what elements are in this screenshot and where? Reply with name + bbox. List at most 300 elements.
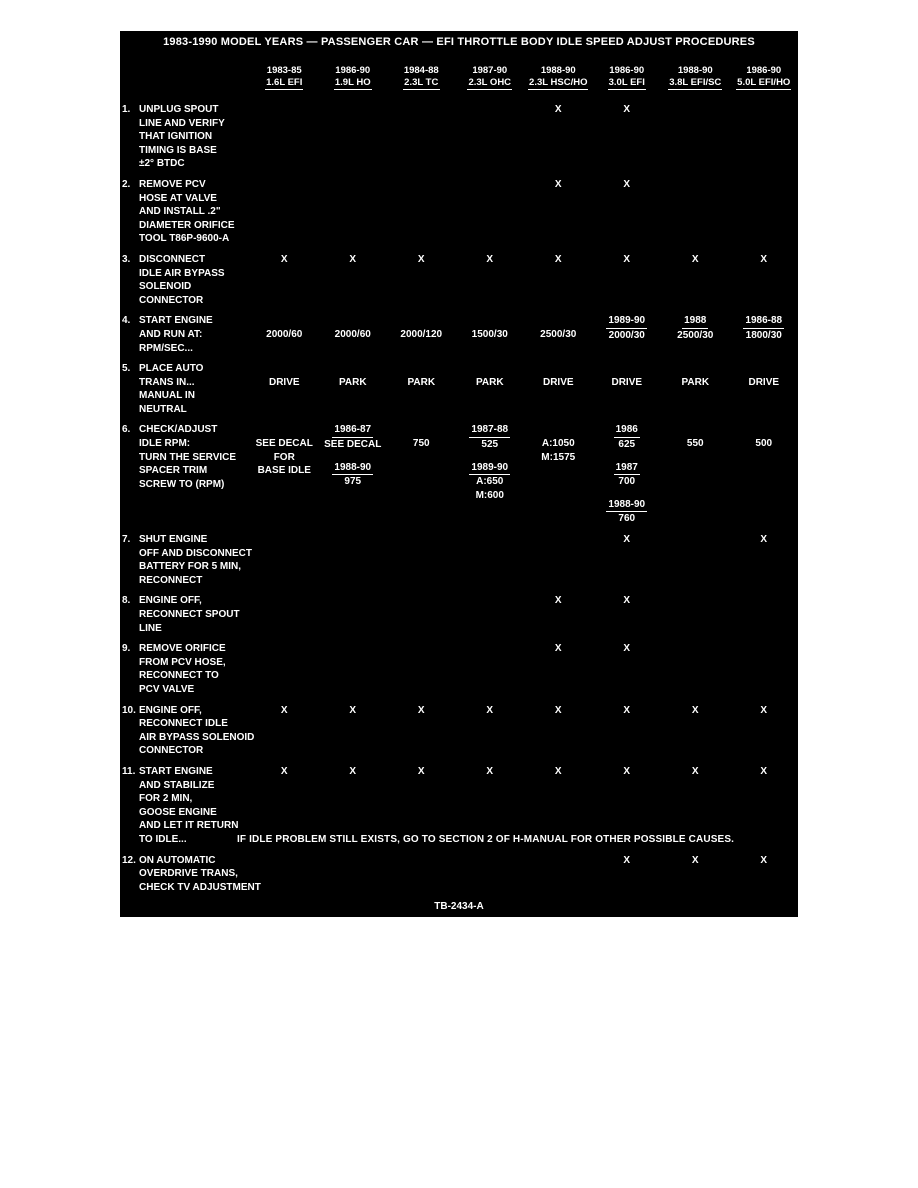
step-line: NEUTRAL bbox=[139, 403, 187, 415]
value-cell bbox=[319, 704, 388, 758]
step-cell bbox=[120, 362, 250, 416]
value-segment bbox=[593, 461, 662, 489]
value-segment bbox=[593, 253, 662, 267]
value-line: 1500/30 bbox=[471, 328, 508, 340]
value-cell bbox=[661, 103, 730, 171]
value-cell bbox=[593, 704, 662, 758]
step-number: 12. bbox=[122, 854, 136, 866]
value-cell bbox=[593, 423, 662, 526]
column-header bbox=[524, 65, 593, 90]
step-number: 2. bbox=[122, 178, 131, 190]
value-line: X bbox=[417, 704, 425, 716]
procedure-row bbox=[120, 854, 798, 895]
value-segment bbox=[524, 314, 593, 341]
value-segment bbox=[387, 423, 456, 450]
value-segment bbox=[593, 594, 662, 608]
value-cell bbox=[730, 423, 799, 526]
column-header bbox=[319, 65, 388, 90]
value-segment bbox=[319, 314, 388, 341]
column-header bbox=[387, 65, 456, 90]
value-cell bbox=[661, 594, 730, 635]
step-number: 8. bbox=[122, 595, 131, 607]
value-segment bbox=[593, 704, 662, 718]
value-segment bbox=[319, 253, 388, 267]
value-segment bbox=[250, 765, 319, 779]
step-description bbox=[139, 704, 254, 758]
value-cell bbox=[250, 642, 319, 696]
step-line: AND STABILIZE bbox=[139, 779, 215, 791]
value-cell bbox=[593, 314, 662, 355]
value-line: PARK bbox=[681, 376, 710, 388]
value-line: 500 bbox=[755, 438, 773, 450]
value-cell bbox=[661, 854, 730, 895]
value-line: X bbox=[691, 765, 699, 777]
value-line: 2000/30 bbox=[608, 329, 645, 341]
value-line: X bbox=[554, 595, 562, 607]
step-description bbox=[139, 103, 225, 171]
column-engine: 2.3L HSC/HO bbox=[529, 76, 588, 88]
step-line: FROM PCV HOSE, bbox=[139, 656, 226, 668]
step-cell bbox=[120, 704, 255, 758]
value-cell bbox=[730, 253, 799, 307]
value-cell bbox=[250, 594, 319, 635]
value-segment bbox=[593, 103, 662, 117]
value-segment bbox=[730, 253, 799, 267]
value-line: X bbox=[417, 765, 425, 777]
procedure-rows bbox=[120, 103, 798, 894]
value-segment bbox=[250, 704, 319, 718]
value-cell bbox=[456, 423, 525, 526]
year-range bbox=[456, 461, 525, 476]
value-cell bbox=[250, 423, 319, 526]
column-years: 1984-88 bbox=[403, 65, 439, 76]
value-line: 2000/60 bbox=[266, 328, 303, 340]
value-cell bbox=[730, 704, 799, 758]
value-segment bbox=[524, 253, 593, 267]
value-segment bbox=[593, 854, 662, 868]
step-line: ±2° BTDC bbox=[139, 158, 185, 170]
value-segment bbox=[661, 423, 730, 450]
value-segment bbox=[524, 103, 593, 117]
value-line: 2500/30 bbox=[540, 328, 577, 340]
value-segment bbox=[730, 765, 799, 779]
step-number: 6. bbox=[122, 424, 131, 436]
value-line: X bbox=[691, 704, 699, 716]
year-range bbox=[730, 314, 799, 329]
column-engine: 5.0L EFI/HO bbox=[737, 76, 791, 88]
step-description bbox=[139, 533, 252, 587]
value-segment bbox=[250, 362, 319, 389]
value-line: X bbox=[349, 765, 357, 777]
value-segment bbox=[593, 498, 662, 526]
value-segment bbox=[661, 854, 730, 868]
value-cell bbox=[456, 704, 525, 758]
value-cell bbox=[661, 253, 730, 307]
step-line: CONNECTOR bbox=[139, 745, 204, 757]
column-header-text bbox=[736, 65, 791, 90]
year-range bbox=[456, 423, 525, 438]
value-segment bbox=[524, 594, 593, 608]
step-line: RECONNECT TO bbox=[139, 670, 219, 682]
value-cell bbox=[593, 854, 662, 895]
step-description bbox=[139, 594, 240, 635]
column-years: 1986-90 bbox=[335, 65, 371, 76]
value-cell bbox=[524, 854, 593, 895]
step-description bbox=[139, 854, 261, 895]
value-cell bbox=[661, 178, 730, 246]
step-line: TRANS IN... bbox=[139, 376, 195, 388]
value-segment bbox=[456, 461, 525, 503]
column-header-text bbox=[265, 65, 303, 90]
value-cell bbox=[661, 423, 730, 526]
value-segment bbox=[387, 314, 456, 341]
step-line: PCV VALVE bbox=[139, 683, 195, 695]
value-line: 2500/30 bbox=[677, 329, 714, 341]
column-years: 1988-90 bbox=[540, 65, 576, 76]
step-line: REMOVE PCV bbox=[139, 178, 206, 190]
step-line: LINE AND VERIFY bbox=[139, 117, 225, 129]
value-line: X bbox=[623, 104, 631, 115]
year-range-text: 1989-90 bbox=[606, 314, 647, 329]
step-line: TO IDLE... bbox=[139, 833, 187, 845]
value-cell bbox=[456, 253, 525, 307]
column-header bbox=[730, 65, 799, 90]
value-segment bbox=[250, 253, 319, 267]
step-number: 10. bbox=[122, 704, 136, 716]
value-line: X bbox=[691, 253, 699, 265]
value-line: X bbox=[760, 253, 768, 265]
value-cell bbox=[593, 533, 662, 587]
value-line: X bbox=[623, 534, 631, 546]
value-segment bbox=[319, 362, 388, 389]
value-line: SEE DECAL bbox=[255, 438, 313, 450]
value-line: 975 bbox=[344, 476, 362, 488]
step-line: UNPLUG SPOUT bbox=[139, 104, 219, 115]
step-line: AND INSTALL .2" bbox=[139, 206, 221, 218]
step-number: 9. bbox=[122, 643, 131, 655]
value-cell bbox=[661, 314, 730, 355]
value-segment bbox=[730, 854, 799, 868]
chart-title: 1983-1990 MODEL YEARS — PASSENGER CAR — EFI THROTTLE BODY IDLE SPEED ADJUST PROCEDURES bbox=[163, 36, 755, 48]
value-cell bbox=[730, 362, 799, 416]
value-cell bbox=[730, 103, 799, 171]
value-cell bbox=[319, 362, 388, 416]
step-line: HOSE AT VALVE bbox=[139, 192, 217, 204]
value-cell bbox=[456, 594, 525, 635]
value-line: X bbox=[349, 253, 357, 265]
value-line: X bbox=[486, 765, 494, 777]
column-engine: 1.6L EFI bbox=[266, 76, 303, 88]
value-line: A:1050 bbox=[541, 438, 575, 450]
value-cell bbox=[593, 362, 662, 416]
step-description bbox=[139, 423, 236, 526]
year-range-text: 1986 bbox=[614, 423, 640, 438]
value-cell bbox=[456, 642, 525, 696]
step-line: MANUAL IN bbox=[139, 390, 195, 402]
idle-problem-note: IF IDLE PROBLEM STILL EXISTS, GO TO SECTION 2 OF H-MANUAL FOR OTHER POSSIBLE CAUSES. bbox=[237, 833, 735, 845]
value-segment bbox=[730, 423, 799, 450]
year-range bbox=[319, 423, 388, 438]
document-number: TB-2434-A bbox=[434, 901, 484, 912]
step-line: REMOVE ORIFICE bbox=[139, 643, 226, 655]
step-cell bbox=[120, 642, 250, 696]
step-line: IDLE RPM: bbox=[139, 438, 191, 450]
step-line: TOOL T86P-9600-A bbox=[139, 233, 230, 245]
value-cell bbox=[730, 594, 799, 635]
column-engine: 3.8L EFI/SC bbox=[669, 76, 722, 88]
value-cell bbox=[593, 594, 662, 635]
value-cell bbox=[661, 533, 730, 587]
value-line: X bbox=[554, 643, 562, 655]
value-cell bbox=[387, 253, 456, 307]
value-cell bbox=[456, 178, 525, 246]
value-line: M:1575 bbox=[541, 451, 576, 463]
value-segment bbox=[387, 704, 456, 718]
value-line: DRIVE bbox=[748, 376, 780, 388]
step-line: RECONNECT IDLE bbox=[139, 718, 228, 730]
value-line: X bbox=[623, 595, 631, 607]
value-cell bbox=[524, 533, 593, 587]
step-line: AND RUN AT: bbox=[139, 328, 203, 340]
step-line: AND LET IT RETURN bbox=[139, 820, 239, 832]
step-line: SPACER TRIM bbox=[139, 465, 208, 477]
value-segment bbox=[319, 423, 388, 451]
column-header-text bbox=[467, 65, 512, 90]
value-cell bbox=[250, 314, 319, 355]
column-header-text bbox=[528, 65, 588, 90]
column-header bbox=[593, 65, 662, 90]
step-line: ENGINE OFF, bbox=[139, 595, 202, 607]
step-line: START ENGINE bbox=[139, 765, 213, 777]
step-cell bbox=[120, 854, 261, 895]
column-header-text bbox=[403, 65, 440, 90]
value-line: PARK bbox=[475, 376, 504, 388]
value-cell bbox=[250, 178, 319, 246]
value-segment bbox=[319, 461, 388, 489]
column-header-row bbox=[120, 65, 798, 90]
step-line: DISCONNECT bbox=[139, 253, 206, 265]
value-segment bbox=[456, 765, 525, 779]
step-description bbox=[139, 314, 213, 355]
value-line: X bbox=[623, 704, 631, 716]
header-spacer bbox=[120, 65, 250, 90]
year-range-text: 1988-90 bbox=[606, 498, 647, 513]
value-line: SEE DECAL bbox=[324, 439, 382, 451]
value-line: 700 bbox=[618, 476, 636, 488]
value-line: 2000/60 bbox=[334, 328, 371, 340]
value-segment bbox=[524, 423, 593, 464]
value-line: M:600 bbox=[475, 489, 504, 501]
value-line: X bbox=[280, 704, 288, 716]
value-segment bbox=[730, 362, 799, 389]
value-line: X bbox=[554, 704, 562, 716]
value-segment bbox=[319, 765, 388, 779]
value-cell bbox=[456, 103, 525, 171]
step-description bbox=[139, 362, 203, 416]
value-line: X bbox=[486, 253, 494, 265]
value-cell bbox=[250, 253, 319, 307]
step-line: IDLE AIR BYPASS bbox=[139, 267, 225, 279]
value-cell bbox=[319, 642, 388, 696]
step-cell bbox=[120, 423, 250, 526]
value-cell bbox=[387, 314, 456, 355]
value-cell bbox=[319, 594, 388, 635]
procedure-row bbox=[120, 423, 798, 526]
value-segment bbox=[661, 314, 730, 342]
value-cell bbox=[387, 854, 456, 895]
value-segment bbox=[661, 253, 730, 267]
column-years: 1987-90 bbox=[472, 65, 508, 76]
step-description bbox=[139, 642, 226, 696]
column-years: 1988-90 bbox=[677, 65, 713, 76]
value-segment bbox=[524, 642, 593, 656]
value-line: PARK bbox=[338, 376, 367, 388]
column-engine: 2.3L OHC bbox=[468, 76, 512, 88]
value-segment bbox=[456, 314, 525, 341]
step-line: START ENGINE bbox=[139, 315, 213, 327]
value-line: X bbox=[760, 854, 768, 866]
value-cell bbox=[319, 253, 388, 307]
value-line: X bbox=[349, 704, 357, 716]
value-segment bbox=[730, 704, 799, 718]
procedure-row bbox=[120, 362, 798, 416]
value-line: X bbox=[623, 854, 631, 866]
value-cell bbox=[524, 178, 593, 246]
value-line: X bbox=[554, 178, 562, 190]
value-segment bbox=[456, 362, 525, 389]
value-cell bbox=[387, 642, 456, 696]
value-cell bbox=[524, 314, 593, 355]
step-line: PLACE AUTO bbox=[139, 363, 204, 375]
value-line: DRIVE bbox=[611, 376, 643, 388]
value-line: PARK bbox=[407, 376, 436, 388]
value-line: 625 bbox=[618, 439, 636, 451]
value-cell bbox=[319, 178, 388, 246]
value-cell bbox=[250, 362, 319, 416]
value-cell bbox=[387, 362, 456, 416]
year-range-text: 1989-90 bbox=[469, 461, 510, 476]
step-cell bbox=[120, 314, 250, 355]
step-line: CONNECTOR bbox=[139, 294, 204, 306]
value-segment bbox=[250, 314, 319, 341]
step-line: TURN THE SERVICE bbox=[139, 451, 237, 463]
value-segment bbox=[319, 704, 388, 718]
value-cell bbox=[319, 423, 388, 526]
step-line: RPM/SEC... bbox=[139, 342, 193, 354]
value-line: 2000/120 bbox=[400, 328, 443, 340]
step-line: BATTERY FOR 5 MIN, bbox=[139, 561, 242, 573]
value-cell bbox=[319, 103, 388, 171]
year-range bbox=[319, 461, 388, 476]
value-cell bbox=[661, 704, 730, 758]
step-line: ON AUTOMATIC bbox=[139, 854, 216, 866]
value-cell bbox=[250, 704, 319, 758]
step-number: 3. bbox=[122, 253, 131, 265]
column-header-text bbox=[608, 65, 646, 90]
value-segment bbox=[250, 423, 319, 477]
value-line: X bbox=[280, 765, 288, 777]
value-line: X bbox=[623, 765, 631, 777]
step-number: 5. bbox=[122, 363, 131, 375]
year-range-text: 1987 bbox=[614, 461, 640, 476]
step-number: 7. bbox=[122, 534, 131, 546]
step-line: RECONNECT SPOUT bbox=[139, 609, 240, 620]
column-header-text bbox=[334, 65, 372, 90]
value-line: A:650 bbox=[476, 476, 504, 488]
column-years: 1983-85 bbox=[266, 65, 302, 76]
year-range bbox=[593, 461, 662, 476]
column-header-text bbox=[668, 65, 722, 90]
value-cell bbox=[319, 854, 388, 895]
value-segment bbox=[524, 765, 593, 779]
value-cell bbox=[730, 765, 799, 847]
value-line: DRIVE bbox=[542, 376, 574, 388]
value-segment bbox=[456, 704, 525, 718]
value-cell bbox=[524, 253, 593, 307]
value-segment bbox=[593, 533, 662, 547]
procedure-row bbox=[120, 704, 798, 758]
value-cell bbox=[456, 533, 525, 587]
step-cell bbox=[120, 103, 250, 171]
value-cell bbox=[661, 362, 730, 416]
year-range-text: 1987-88 bbox=[469, 423, 510, 438]
value-segment bbox=[593, 362, 662, 389]
value-segment bbox=[593, 642, 662, 656]
value-cell bbox=[387, 594, 456, 635]
value-line: X bbox=[554, 104, 562, 115]
value-line: 1800/30 bbox=[745, 329, 782, 341]
year-range bbox=[593, 314, 662, 329]
value-segment bbox=[593, 314, 662, 342]
value-cell bbox=[730, 314, 799, 355]
value-line: DRIVE bbox=[268, 376, 300, 388]
procedure-row bbox=[120, 594, 798, 635]
value-cell bbox=[319, 533, 388, 587]
value-segment bbox=[387, 253, 456, 267]
value-cell bbox=[661, 642, 730, 696]
value-segment bbox=[593, 423, 662, 451]
step-line: THAT IGNITION bbox=[139, 131, 213, 143]
year-range bbox=[593, 423, 662, 438]
value-line: X bbox=[623, 643, 631, 655]
value-cell bbox=[387, 423, 456, 526]
value-line: X bbox=[417, 253, 425, 265]
column-years: 1986-90 bbox=[609, 65, 645, 76]
value-segment bbox=[593, 765, 662, 779]
value-cell bbox=[456, 314, 525, 355]
column-years: 1986-90 bbox=[746, 65, 782, 76]
value-segment bbox=[524, 704, 593, 718]
step-line: GOOSE ENGINE bbox=[139, 806, 217, 818]
procedure-row bbox=[120, 178, 798, 246]
value-segment bbox=[730, 533, 799, 547]
value-cell bbox=[456, 854, 525, 895]
step-cell bbox=[120, 178, 250, 246]
value-line: X bbox=[623, 253, 631, 265]
value-cell bbox=[524, 642, 593, 696]
value-line: 525 bbox=[481, 439, 499, 451]
value-segment bbox=[524, 178, 593, 192]
value-line: 750 bbox=[412, 438, 430, 450]
value-segment bbox=[387, 765, 456, 779]
value-cell bbox=[250, 854, 319, 895]
step-line: OVERDRIVE TRANS, bbox=[139, 868, 238, 880]
value-cell bbox=[524, 704, 593, 758]
value-line: X bbox=[486, 704, 494, 716]
step-number: 4. bbox=[122, 315, 131, 327]
step-cell bbox=[120, 533, 250, 587]
column-engine: 2.3L TC bbox=[404, 76, 439, 88]
